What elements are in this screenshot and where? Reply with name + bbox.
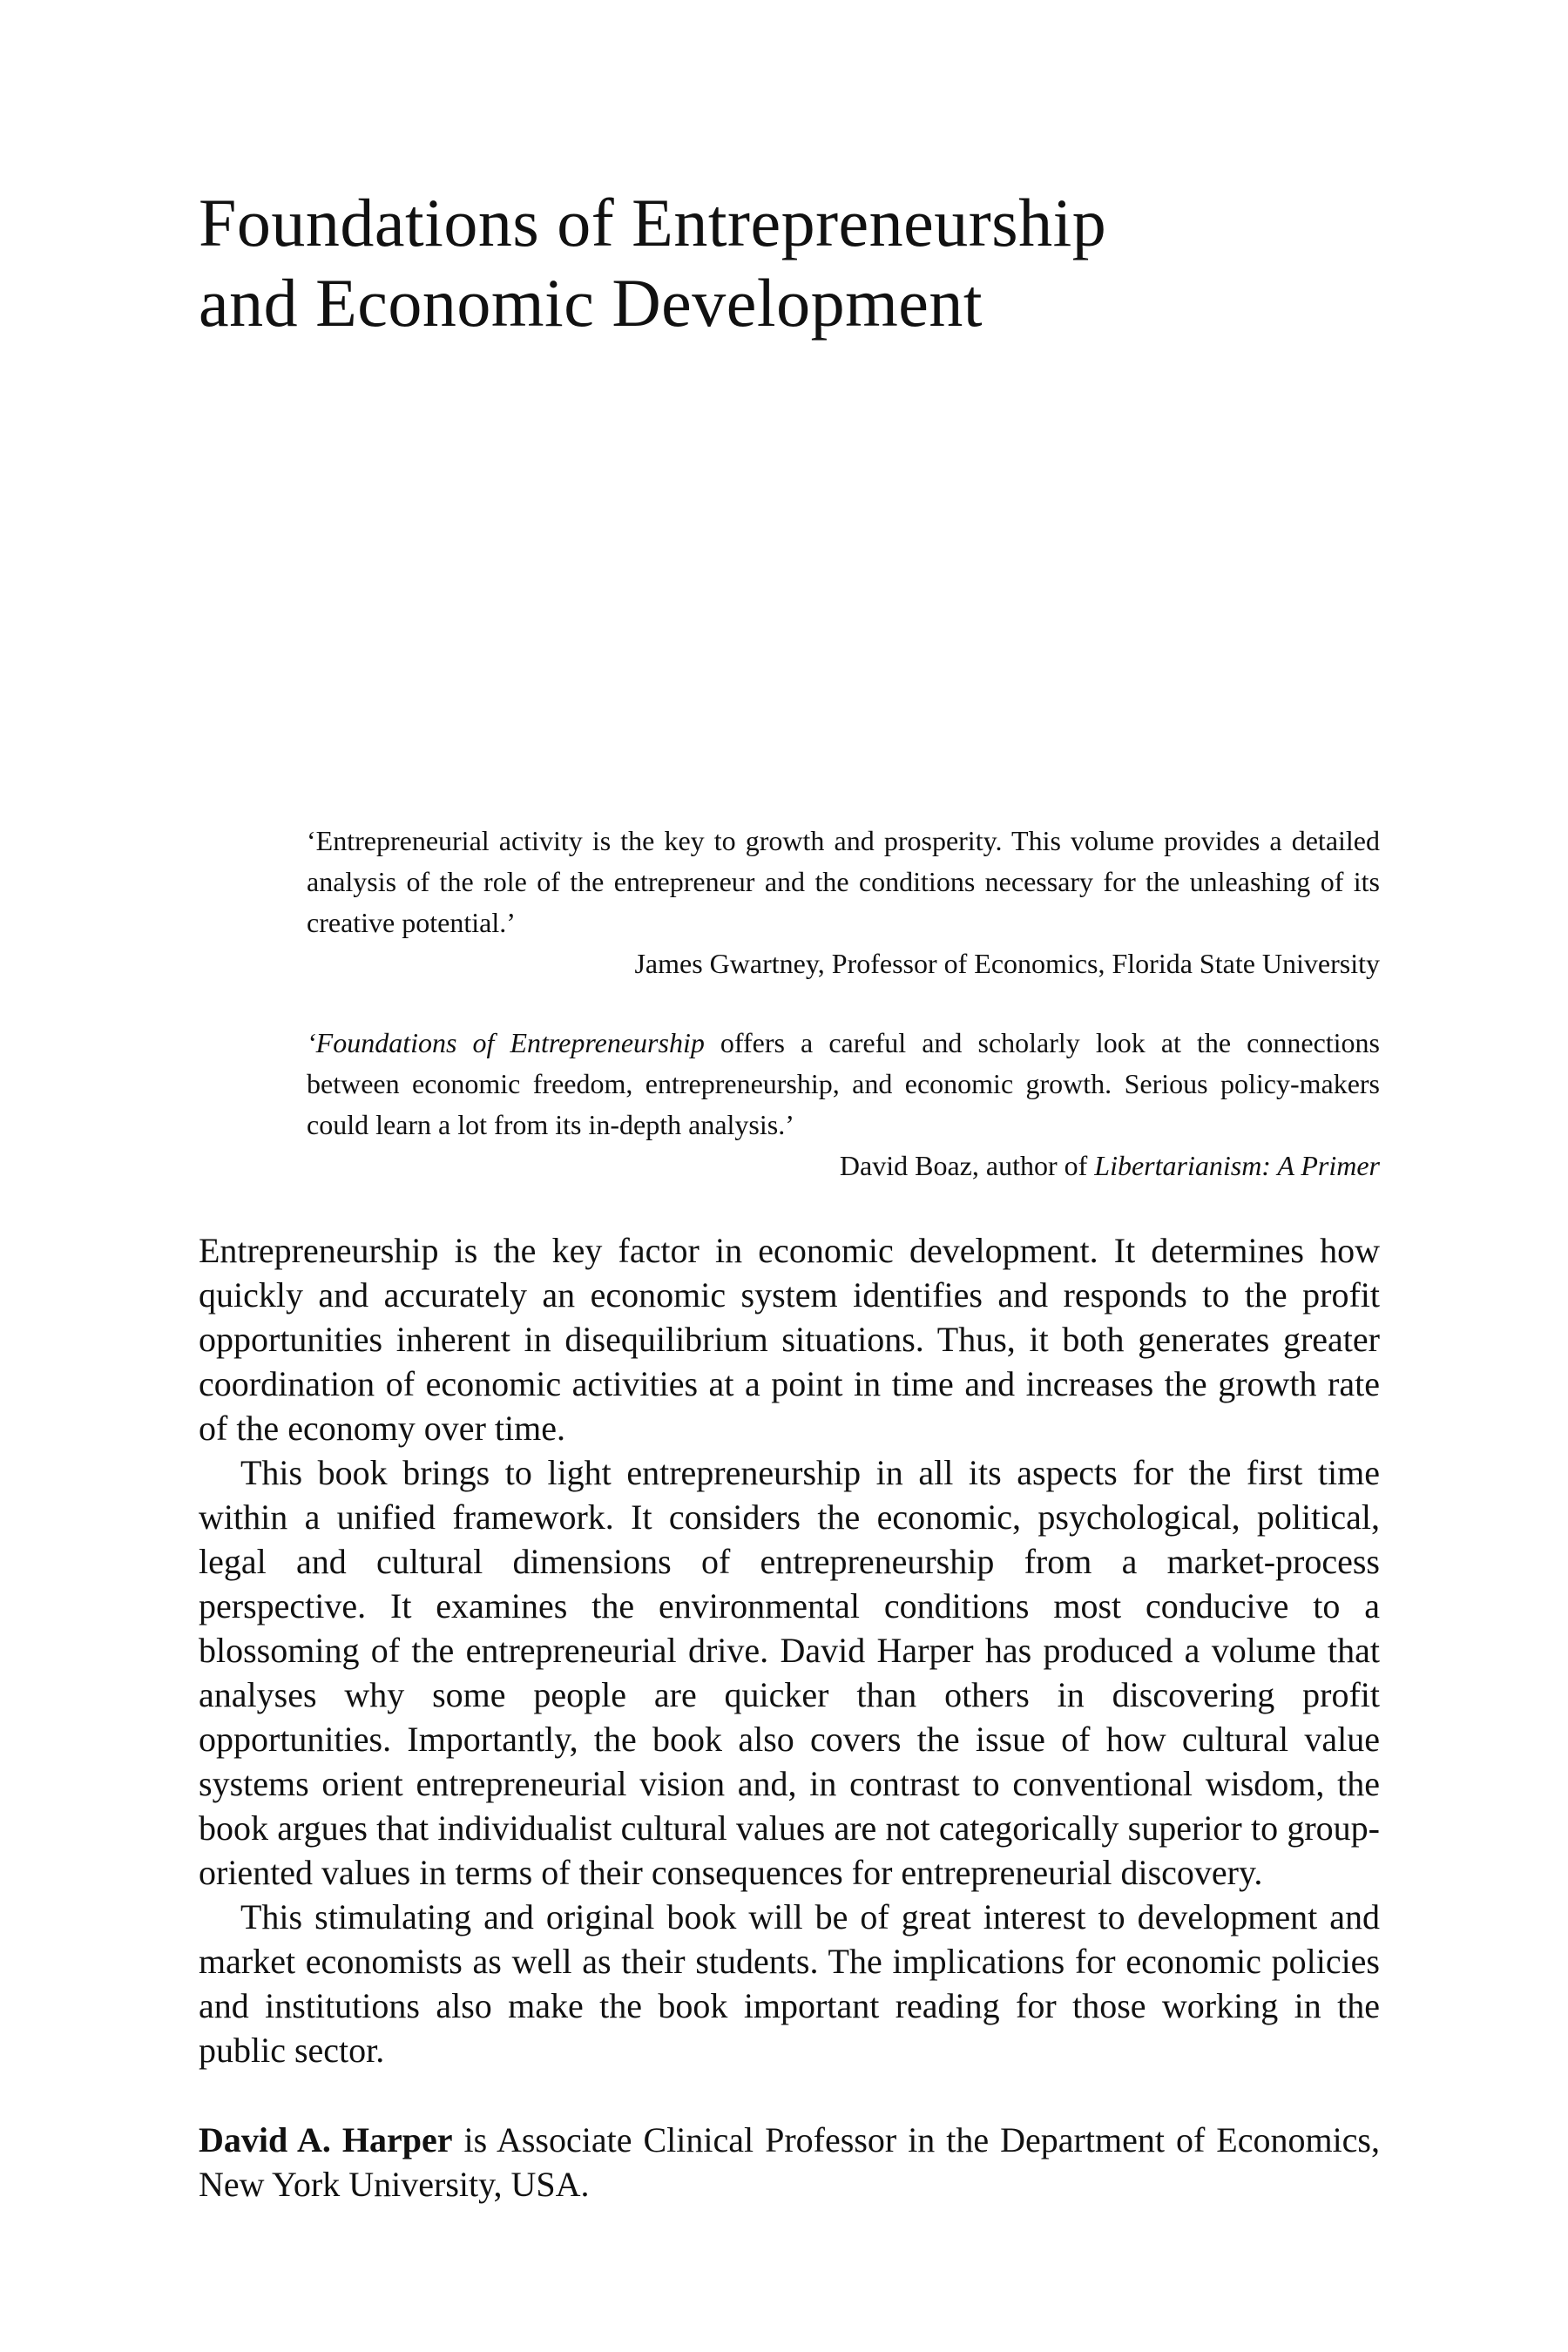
- author-name: David A. Harper: [199, 2120, 453, 2159]
- author-bio: [199, 2118, 1380, 2207]
- blurb-quote: ‘Entrepreneurial activity is the key to growth and prosperity. This volume provides a detailed analysis of the role of the entrepreneur and the conditions necessary for the unleashing of its creative potential.’: [307, 825, 1380, 938]
- blurb-attribution-book: Libertarianism: A Primer: [1094, 1150, 1380, 1181]
- description-paragraph: Entrepreneurship is the key factor in economic development. It determines how quickly and accurately an economic system identifies and responds to the profit opportunities inherent in disequilibrium situations. Thus, it both generates greater coordination of economic activities at a point in time and increases the growth rate of the economy over time.: [199, 1231, 1380, 1448]
- book-title-line-1: Foundations of Entrepreneurship: [199, 185, 1107, 260]
- book-title-line-2: and Economic Development: [199, 265, 983, 341]
- blurb-quote-book-title: ‘Foundations of Entrepreneurship: [307, 1027, 705, 1058]
- endorsement-blurb: [307, 821, 1380, 984]
- blurb-attribution: [307, 1146, 1380, 1186]
- description-paragraph: This stimulating and original book will be of great interest to development and market economists as well as their students. The implications for economic policies and institutions also make the book important reading for those working in the public sector.: [199, 1897, 1380, 2070]
- blurb-quote: [307, 1023, 1380, 1146]
- author-bio-text: is Associate Clinical Professor in the Department of Economics, New York University, USA.: [199, 2120, 1381, 2204]
- blurb-attribution: James Gwartney, Professor of Economics, Florida State University: [634, 948, 1380, 979]
- blurb-attribution-author: David Boaz, author of: [839, 1150, 1095, 1181]
- endorsement-blurbs: [307, 821, 1380, 1186]
- description-paragraph: This book brings to light entrepreneurship in all its aspects for the first time within a unified framework. It considers the economic, psychological, political, legal and cultural dimensions of entrepreneurship from a market-process perspective. It examines the environmental conditions most conducive to a blossoming of the entrepreneurial drive. David Harper has produced a volume that analyses why some people are quicker than others in discovering profit opportunities. Importantly, the book also covers the issue of how cultural value systems orient entrepreneurial vision and, in contrast to conventional wisdom, the book argues that individualist cultural values are not categorically superior to group-oriented values in terms of their consequences for entrepreneurial discovery.: [199, 1453, 1380, 1892]
- book-description: [199, 1228, 1380, 2072]
- back-cover-page: [199, 183, 1380, 2207]
- book-title: [199, 183, 1380, 343]
- endorsement-blurb: [307, 1023, 1380, 1186]
- blurb-quote-text: offers a careful and scholarly look at the connections between economic freedom, entrepreneurship, and economic growth. Serious policy-makers could learn a lot from its in-depth analysis.’: [307, 1027, 1381, 1140]
